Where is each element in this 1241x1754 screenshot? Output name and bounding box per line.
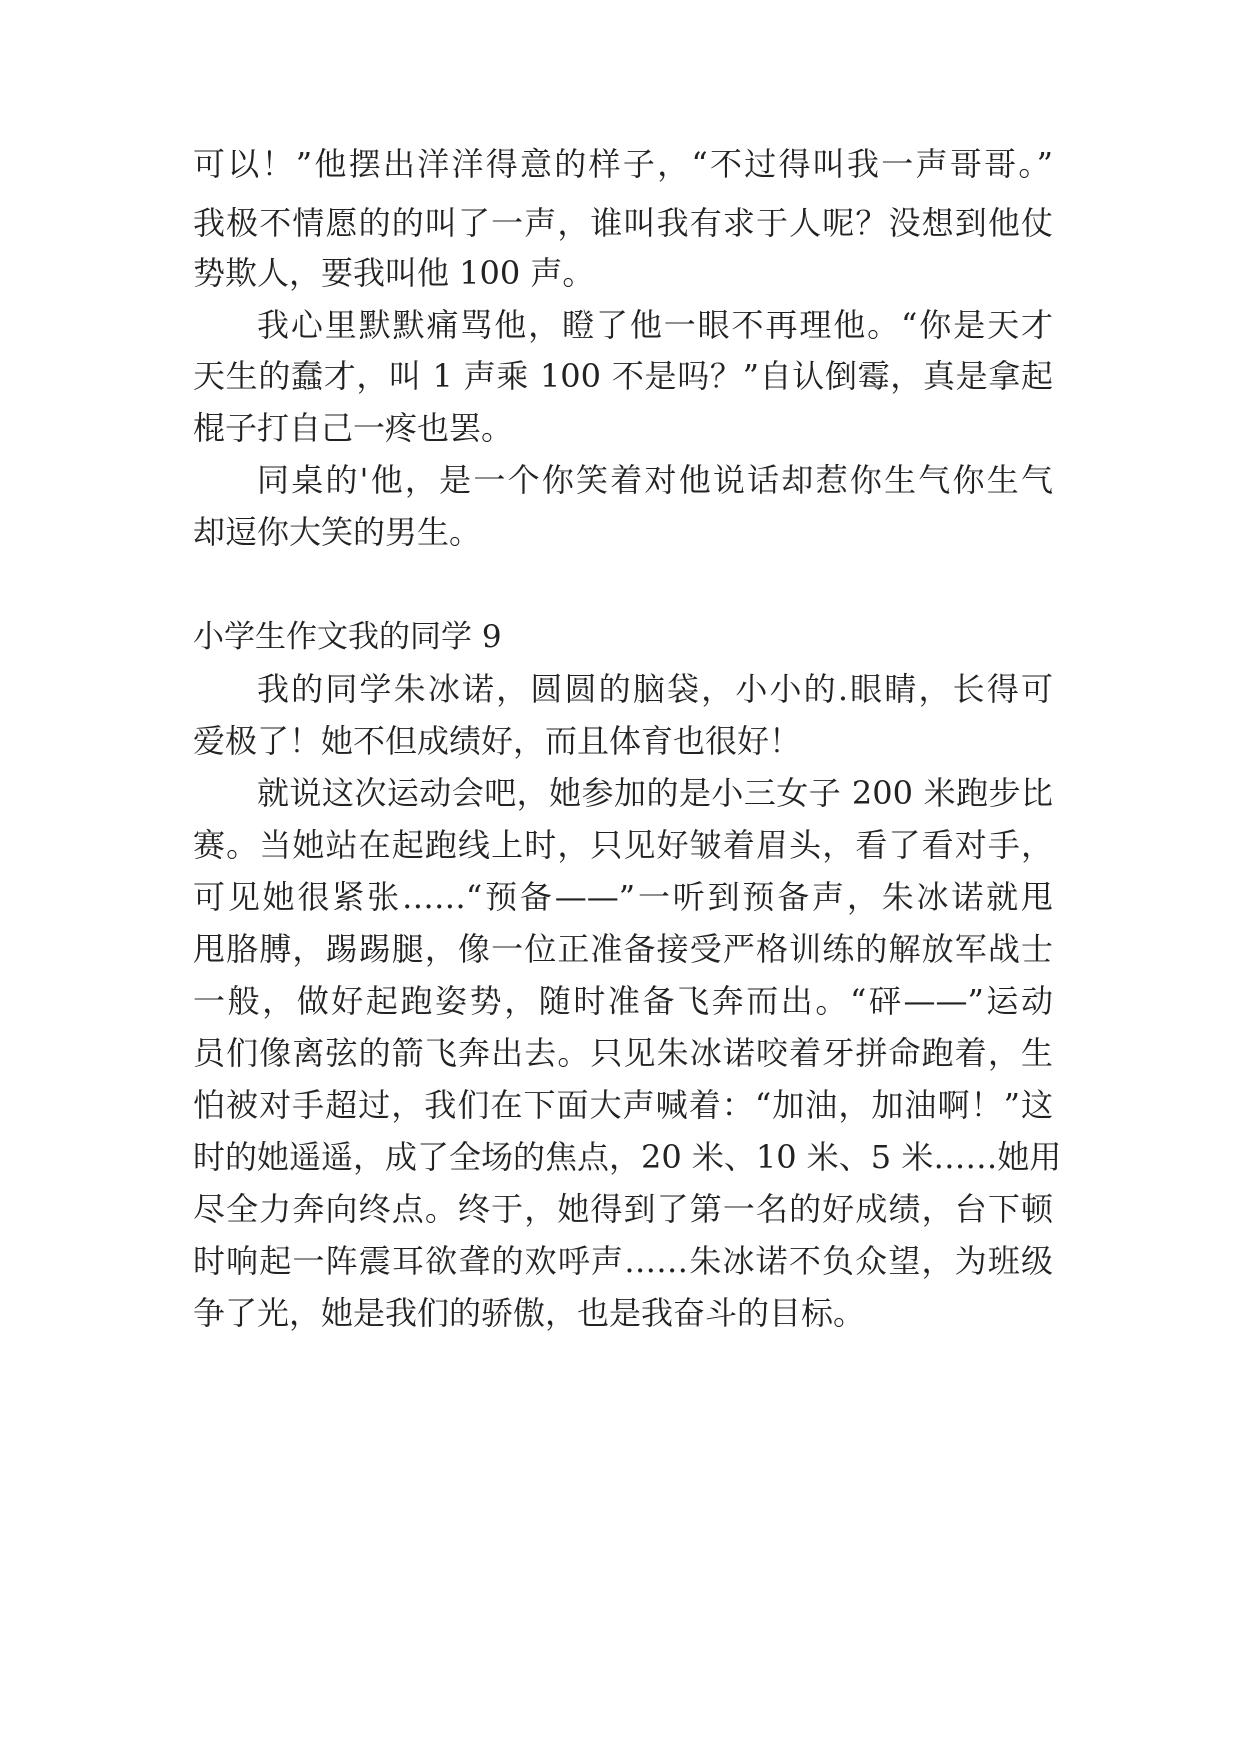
text-line: 天生的蠢才，叫 1 声乘 100 不是吗？”自认倒霉，真是拿起 [193, 357, 1053, 395]
text-line: 甩胳膊，踢踢腿，像一位正准备接受严格训练的解放军战士 [193, 930, 1053, 968]
text-line: 可见她很紧张……“预备——”一听到预备声，朱冰诺就甩 [193, 878, 1053, 916]
text-line: 一般，做好起跑姿势，随时准备飞奔而出。“砰——”运动 [193, 982, 1053, 1020]
text-line: 就说这次运动会吧，她参加的是小三女子 200 米跑步比 [257, 774, 1053, 812]
text-line: 时响起一阵震耳欲聋的欢呼声……朱冰诺不负众望，为班级 [193, 1242, 1053, 1280]
section-heading: 小学生作文我的同学 9 [193, 619, 502, 655]
text-line: 怕被对手超过，我们在下面大声喊着：“加油，加油啊！”这 [193, 1086, 1053, 1124]
text-line: 势欺人，要我叫他 100 声。 [193, 254, 595, 292]
text-line: 却逗你大笑的男生。 [193, 513, 482, 551]
text-line: 争了光，她是我们的骄傲，也是我奋斗的目标。 [193, 1294, 866, 1332]
text-line: 员们像离弦的箭飞奔出去。只见朱冰诺咬着牙拼命跑着，生 [193, 1034, 1053, 1072]
text-line: 我极不情愿的的叫了一声，谁叫我有求于人呢？没想到他仗 [193, 204, 1053, 242]
text-line: 我的同学朱冰诺，圆圆的脑袋，小小的.眼睛，长得可 [257, 670, 1053, 708]
text-line: 可以！”他摆出洋洋得意的样子，“不过得叫我一声哥哥。” [193, 145, 1053, 183]
text-line: 尽全力奔向终点。终于，她得到了第一名的好成绩，台下顿 [193, 1190, 1053, 1228]
text-line: 时的她遥遥，成了全场的焦点，20 米、10 米、5 米……她用 [193, 1138, 1062, 1176]
text-line: 同桌的'他，是一个你笑着对他说话却惹你生气你生气 [257, 461, 1053, 499]
text-line: 赛。当她站在起跑线上时，只见好皱着眉头，看了看对手， [193, 826, 1053, 864]
text-line: 爱极了！她不但成绩好，而且体育也很好！ [193, 722, 802, 760]
text-line: 棍子打自己一疼也罢。 [193, 409, 514, 447]
text-line: 我心里默默痛骂他，瞪了他一眼不再理他。“你是天才 [257, 306, 1053, 344]
